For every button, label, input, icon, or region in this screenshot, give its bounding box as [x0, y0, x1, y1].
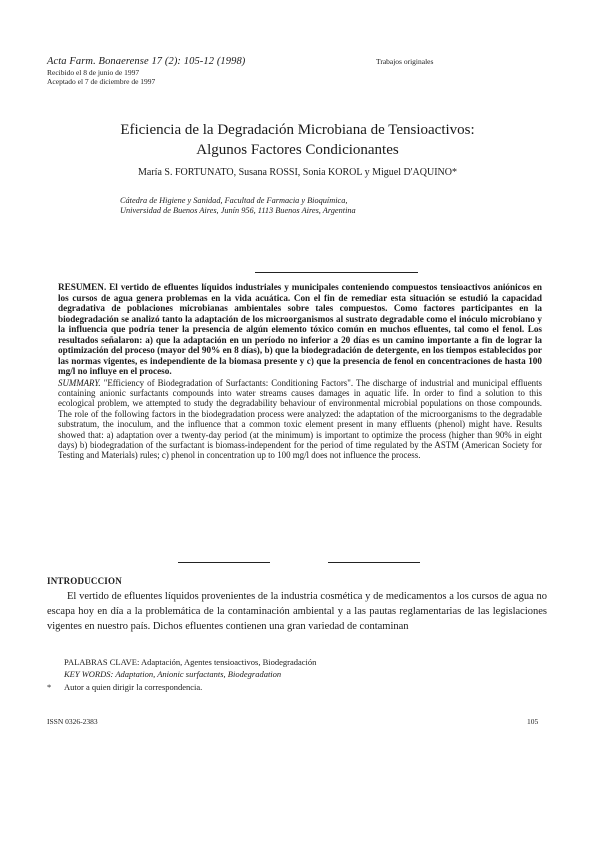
footnote-text: Autor a quien dirigir la correspondencia. [64, 682, 203, 692]
affiliation-line-1: Cátedra de Higiene y Sanidad, Facultad de Farmacia y Bioquímica, [120, 196, 348, 205]
keywords-es-label: PALABRAS CLAVE: [64, 657, 140, 667]
title-line-2: Algunos Factores Condicionantes [196, 142, 399, 158]
authors: María S. FORTUNATO, Susana ROSSI, Sonia KOROL y Miguel D'AQUINO* [138, 167, 457, 178]
abstract-bottom-rule-right [328, 562, 420, 563]
affiliation-line-2: Universidad de Buenos Aires, Junín 956, 1113 Buenos Aires, Argentina [120, 206, 356, 215]
keywords-en-text: Adaptation, Anionic surfactants, Biodegradation [115, 668, 282, 679]
article-dates [47, 68, 155, 86]
summary-text: The discharge of industrial and municipal effluents containing anionic surfactants compounds into water streams causes damages in aquatic life. In order to find a solution to this ecological problem, we attempted to study the degradability behaviour of environmental microbial populations on those compounds. The role of the following factors in the biodegradation process were analyzed: the adaptation of the microorganisms to the degradable substratum, the inoculum, and the influence that a common toxic element present in many effluents (phenol) might have. Results showed that: a) adaptation over a twenty-day period (at the minimum) is important to optimize the process (higher than 90% in eight days) b) biodegradation of the surfactant is biomass-independent for the period of time regulated by the ASTM (American Society for Testing and Materials) rules; c) phenol in concentration up to 100 mg/l does not influence the process. [58, 377, 542, 461]
intro-paragraph: El vertido de efluentes líquidos provenientes de la industria cosmética y de medicamentos a los cursos de agua no escapa hoy en día a la problemática de la contaminación ambiental y a las pautas reglamentarias de las legislaciones vigentes en nuestro país. Dichos efluentes contienen una gran variedad de contaminan [47, 591, 547, 632]
affiliation [120, 196, 500, 216]
keywords-en [64, 669, 544, 681]
section-heading-introduccion: INTRODUCCION [47, 576, 122, 586]
keywords-es-text: Adaptación, Agentes tensioactivos, Biodegradación [141, 657, 317, 667]
abstract [58, 282, 542, 461]
keywords [64, 657, 544, 680]
received-date: Recibido el 8 de junio de 1997 [47, 68, 140, 77]
abstract-top-rule [255, 272, 418, 273]
resumen-label: RESUMEN. [58, 282, 107, 292]
section-type: Trabajos originales [376, 57, 434, 66]
accepted-date: Aceptado el 7 de diciembre de 1997 [47, 77, 156, 86]
issn: ISSN 0326-2383 [47, 717, 98, 726]
abstract-bottom-rule-left [178, 562, 270, 563]
summary [58, 378, 542, 461]
footnote-marker: * [47, 682, 52, 692]
resumen-text: El vertido de efluentes líquidos industriales y municipales conteniendo compuestos tensioactivos aniónicos en los cursos de agua genera problemas en la vida acuática. Con el fin de remediar esta situación se estudió la capacidad degradativa de poblaciones microbianas ambientales sobre tales compuestos. Como factores participantes en la biodegradación se analizó tanto la adaptación de los microorganismos al sustrato degradable como el inóculo microbiano y la influencia que podría tener la presencia de algún elemento tóxico común en muchos efluentes, tal como el fenol. Los resultados señalaron: a) que la adaptación en un período no inferior a 20 días es un camino importante a fin de lograr la optimización del proceso (mayor del 90% en 8 días), b) que la biodegradación de detergente, en los tiempos establecidos por las normas vigentes, es independiente de la biomasa presente y c) que la presencia de fenol en concentraciones de hasta 100 mg/l no influye en el proceso. [58, 282, 543, 376]
summary-title: "Efficiency of Biodegradation of Surfactants: Conditioning Factors". [103, 377, 354, 388]
article-title [0, 120, 595, 160]
page-number: 105 [527, 717, 539, 726]
resumen [58, 282, 542, 377]
keywords-en-label: KEY WORDS: [64, 668, 114, 679]
summary-label: SUMMARY. [58, 377, 101, 388]
title-line-1: Eficiencia de la Degradación Microbiana de Tensioactivos: [120, 122, 475, 138]
journal-citation: Acta Farm. Bonaerense 17 (2): 105-12 (1998) [47, 56, 246, 67]
keywords-es [64, 657, 544, 669]
